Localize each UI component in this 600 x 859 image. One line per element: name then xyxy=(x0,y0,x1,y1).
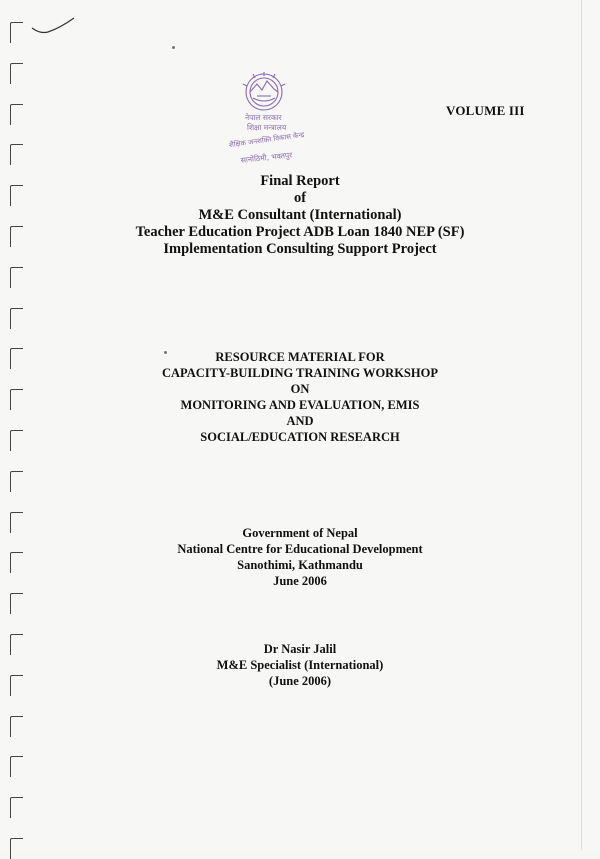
resource-line: ON xyxy=(290,382,310,396)
author-line: M&E Specialist (International) xyxy=(216,658,384,672)
pen-mark-icon xyxy=(30,14,78,44)
author-line: (June 2006) xyxy=(268,674,332,688)
binding-ring xyxy=(10,267,23,288)
government-line: June 2006 xyxy=(273,574,327,588)
report-title-block xyxy=(0,173,600,258)
government-line: Government of Nepal xyxy=(242,526,358,540)
binding-ring xyxy=(10,63,23,84)
author-block xyxy=(0,641,600,689)
binding-ring xyxy=(10,838,23,859)
binding-ring xyxy=(10,308,23,329)
title-line: Final Report xyxy=(260,173,340,189)
binding-ring xyxy=(10,22,23,43)
resource-line: CAPACITY-BUILDING TRAINING WORKSHOP xyxy=(162,366,438,380)
resource-line: SOCIAL/EDUCATION RESEARCH xyxy=(200,430,400,444)
seal-text-line: नेपाल सरकार xyxy=(245,113,282,122)
speck xyxy=(172,46,175,49)
government-seal-icon xyxy=(227,68,307,168)
binding-ring xyxy=(10,593,23,614)
government-line: National Centre for Educational Development xyxy=(177,542,423,556)
title-line: Teacher Education Project ADB Loan 1840 NEP (SF) xyxy=(135,224,465,240)
seal-text-line: सानोठिमी, भक्तपुर xyxy=(240,150,293,165)
seal-text-line: शैक्षिक जनशक्ति विकास केन्द्र xyxy=(228,130,305,150)
author-line: Dr Nasir Jalil xyxy=(263,642,337,656)
binding-ring xyxy=(10,756,23,777)
seal-text-line: शिक्षा मन्त्रालय xyxy=(247,123,287,132)
title-line: M&E Consultant (International) xyxy=(198,207,402,223)
volume-label: VOLUME III xyxy=(446,103,525,118)
binding-ring xyxy=(10,716,23,737)
binding-ring xyxy=(10,797,23,818)
binding-ring xyxy=(10,144,23,165)
resource-line: MONITORING AND EVALUATION, EMIS xyxy=(180,398,420,412)
government-block xyxy=(0,525,600,589)
resource-material-block xyxy=(0,349,600,445)
resource-line: AND xyxy=(286,414,314,428)
resource-line: RESOURCE MATERIAL FOR xyxy=(215,350,385,364)
binding-ring xyxy=(10,104,23,125)
government-line: Sanothimi, Kathmandu xyxy=(237,558,363,572)
title-line: of xyxy=(293,190,307,206)
title-line: Implementation Consulting Support Project xyxy=(163,241,437,257)
binding-ring xyxy=(10,471,23,492)
